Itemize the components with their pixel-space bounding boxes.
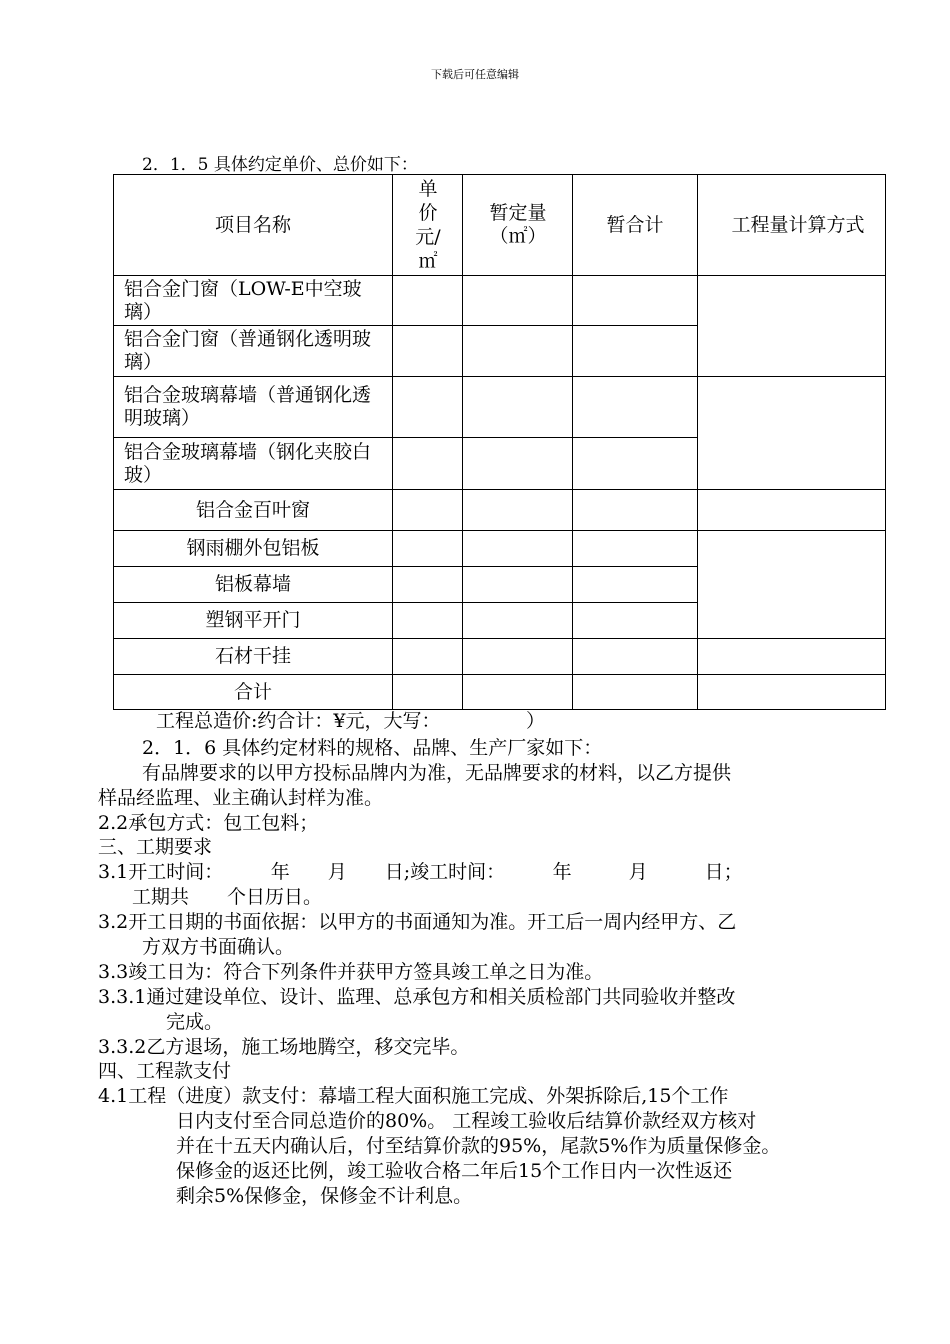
section-2-1-6: 2．1．6 具体约定材料的规格、品牌、生产厂家如下： xyxy=(142,737,603,759)
table-row-total: 合计 xyxy=(233,680,272,703)
section-3-3-1-line-1: 3.3.1通过建设单位、设计、监理、总承包方和相关质检部门共同验收并整改 xyxy=(98,986,736,1008)
table-row-name: 石材干挂 xyxy=(214,645,291,667)
table-row-name: 塑钢平开门 xyxy=(205,609,301,631)
col-header-item-name: 项目名称 xyxy=(214,213,291,236)
section-4-1-line-5: 剩余5%保修金，保修金不计利息。 xyxy=(176,1185,473,1207)
table-row-name: 铝板幕墙 xyxy=(214,573,291,595)
brand-requirement-line-2: 样品经监理、业主确认封样为准。 xyxy=(98,787,384,809)
table-row-name: 铝合金玻璃幕墙（普通钢化透明玻璃） xyxy=(124,384,372,429)
section-3-2-line-2: 方双方书面确认。 xyxy=(142,936,295,958)
section-3-3-2: 3.3.2乙方退场，施工场地腾空，移交完毕。 xyxy=(98,1036,470,1058)
section-4-1-line-1: 4.1工程（进度）款支付：幕墙工程大面积施工完成、外架拆除后,15个工作 xyxy=(98,1085,729,1107)
section-4-1-line-2: 日内支付至合同总造价的80%。 工程竣工验收后结算价款经双方核对 xyxy=(176,1110,757,1132)
section-3-3: 3.3竣工日为：符合下列条件并获甲方签具竣工单之日为准。 xyxy=(98,961,604,983)
section-3-1: 3.1开工时间： 年 月 日;竣工时间： 年 月 日； xyxy=(98,861,743,883)
header-note: 下载后可任意编辑 xyxy=(431,68,519,81)
section-title-2-1-5: 2．1．5 具体约定单价、总价如下： xyxy=(142,155,418,175)
total-price-line: 工程总造价:约合计：¥元，大写： ） xyxy=(156,710,545,732)
table-row-name: 铝合金百叶窗 xyxy=(195,498,310,521)
brand-requirement-line-1: 有品牌要求的以甲方投标品牌内为准，无品牌要求的材料，以乙方提供 xyxy=(142,762,732,784)
section-3-3-1-line-2: 完成。 xyxy=(166,1011,224,1033)
col-header-quantity: 暂定量（㎡） xyxy=(489,202,547,247)
heading-payment: 四、工程款支付 xyxy=(98,1060,232,1082)
table-row-name: 钢雨棚外包铝板 xyxy=(186,537,320,559)
col-header-calc-method: 工程量计算方式 xyxy=(731,213,865,236)
table-row-name: 铝合金玻璃幕墙（钢化夹胶白玻） xyxy=(124,440,372,486)
section-4-1-line-4: 保修金的返还比例，竣工验收合格二年后15个工作日内一次性返还 xyxy=(176,1160,733,1182)
table-row-name: 铝合金门窗（普通钢化透明玻璃） xyxy=(124,328,372,373)
col-header-subtotal: 暂合计 xyxy=(606,213,664,236)
section-4-1-line-3: 并在十五天内确认后，付至结算价款的95%，尾款5%作为质量保修金。 xyxy=(176,1135,781,1157)
col-header-unit-price: 单价元/㎡ xyxy=(415,178,441,272)
section-2-2: 2.2承包方式：包工包料； xyxy=(98,812,319,834)
heading-schedule: 三、工期要求 xyxy=(98,836,213,858)
section-3-1-duration: 工期共 个日历日。 xyxy=(132,886,323,908)
section-3-2-line-1: 3.2开工日期的书面依据：以甲方的书面通知为准。开工后一周内经甲方、乙 xyxy=(98,911,737,933)
table-row-name: 铝合金门窗（LOW-E中空玻璃） xyxy=(124,277,362,323)
